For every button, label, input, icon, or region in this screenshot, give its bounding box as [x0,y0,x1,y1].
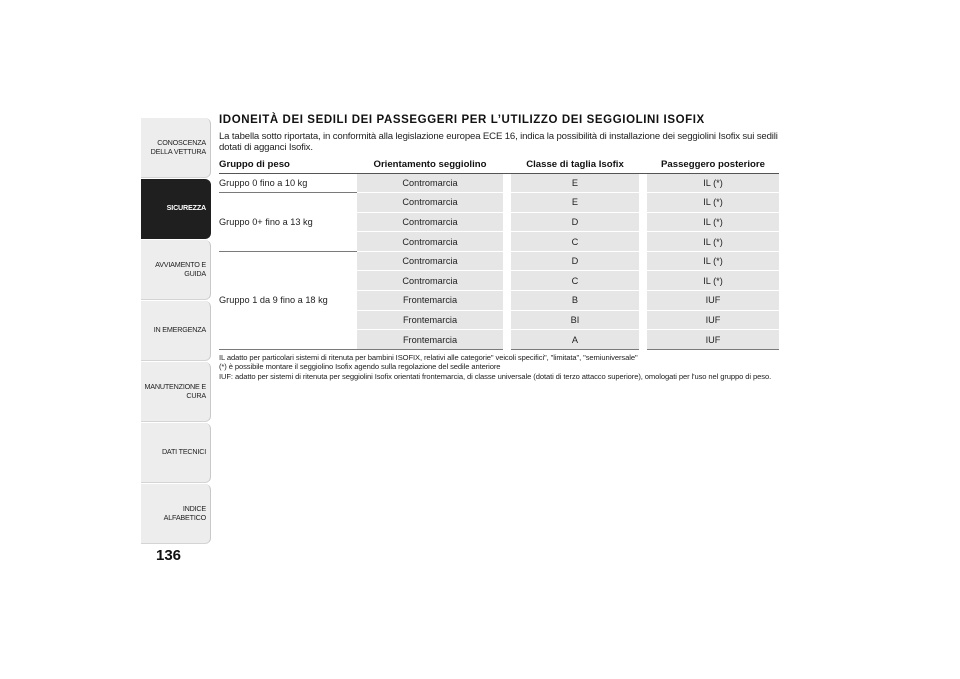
cell-orientamento: Contromarcia [357,251,503,271]
header-gap [503,156,511,173]
cell-passeggero: IL (*) [647,173,779,193]
cell-classe: D [511,212,639,232]
cell-gap [503,330,511,350]
chapter-sidebar [141,118,211,545]
cell-gap [639,330,647,350]
tab-in-emergenza[interactable] [141,301,211,361]
tab-label: CONOSCENZA DELLA VETTURA [150,138,206,156]
intro-paragraph: La tabella sotto riportata, in conformità alla legislazione europea ECE 16, indica la possibilità di installazione dei seggiolini Isofix sui sedili dotati di agganci Isofix. [219,131,778,153]
isofix-table [219,156,779,350]
cell-passeggero: IL (*) [647,212,779,232]
cell-gap [503,310,511,330]
header-gruppo-di-peso: Gruppo di peso [219,156,357,173]
cell-passeggero: IUF [647,330,779,350]
cell-classe: C [511,271,639,291]
cell-classe: C [511,232,639,252]
tab-conoscenza-della-vettura[interactable] [141,118,211,178]
tab-label: MANUTENZIONE E CURA [144,382,206,400]
cell-gap [503,251,511,271]
table-row [219,251,779,271]
cell-classe: BI [511,310,639,330]
cell-orientamento: Frontemarcia [357,330,503,350]
header-orientamento: Orientamento seggiolino [357,156,503,173]
cell-orientamento: Contromarcia [357,232,503,252]
cell-classe: E [511,193,639,213]
table-row [219,193,779,213]
tab-manutenzione-e-cura[interactable] [141,362,211,422]
cell-gap [639,291,647,311]
page-number: 136 [156,547,182,564]
cell-gap [503,193,511,213]
header-passeggero-posteriore: Passeggero posteriore [647,156,779,173]
cell-passeggero: IL (*) [647,193,779,213]
tab-label: AVVIAMENTO E GUIDA [155,260,206,278]
cell-passeggero: IL (*) [647,271,779,291]
cell-classe: A [511,330,639,350]
table-notes [219,353,779,382]
cell-gap [503,212,511,232]
note-il: IL adatto per particolari sistemi di ritenuta per bambini ISOFIX, relativi alle categorie" veicoli specifici", "limitata", "semiuniversale" [219,352,638,362]
cell-gap [639,173,647,193]
cell-passeggero: IUF [647,291,779,311]
group-name: Gruppo 1 da 9 fino a 18 kg [219,251,357,349]
page-content [219,114,779,382]
tab-label: SICUREZZA [166,203,206,213]
tab-dati-tecnici[interactable] [141,423,211,483]
group-name: Gruppo 0+ fino a 13 kg [219,193,357,252]
cell-gap [639,232,647,252]
cell-gap [503,173,511,193]
header-gap [639,156,647,173]
table-row [219,173,779,193]
cell-passeggero: IL (*) [647,251,779,271]
cell-orientamento: Frontemarcia [357,291,503,311]
cell-gap [639,271,647,291]
cell-orientamento: Contromarcia [357,173,503,193]
cell-gap [639,251,647,271]
cell-gap [503,271,511,291]
cell-gap [639,193,647,213]
cell-passeggero: IUF [647,310,779,330]
cell-orientamento: Contromarcia [357,193,503,213]
table-header-row [219,156,779,173]
header-classe-taglia: Classe di taglia Isofix [511,156,639,173]
tab-avviamento-e-guida[interactable] [141,240,211,300]
group-name: Gruppo 0 fino a 10 kg [219,173,357,193]
cell-passeggero: IL (*) [647,232,779,252]
cell-classe: D [511,251,639,271]
cell-orientamento: Contromarcia [357,271,503,291]
cell-orientamento: Frontemarcia [357,310,503,330]
tab-label: IN EMERGENZA [153,325,206,335]
tab-label: DATI TECNICI [161,447,206,457]
cell-classe: B [511,291,639,311]
tab-sicurezza[interactable] [141,179,211,239]
section-title: IDONEITÀ DEI SEDILI DEI PASSEGGERI PER L’UTILIZZO DEI SEGGIOLINI ISOFIX [219,114,705,126]
tab-indice-alfabetico[interactable] [141,484,211,544]
tab-label: INDICE ALFABETICO [163,504,206,522]
cell-gap [639,310,647,330]
note-asterisk: (*) è possibile montare il seggiolino Isofix agendo sulla regolazione del sedile anteriore [219,362,501,372]
cell-classe: E [511,173,639,193]
cell-orientamento: Contromarcia [357,212,503,232]
cell-gap [503,291,511,311]
cell-gap [503,232,511,252]
note-iuf: IUF: adatto per sistemi di ritenuta per seggiolini Isofix orientati frontemarcia, di classe universale (dotati di terzo attacco superiore), omologati per l'uso nel gruppo di peso. [219,372,772,382]
cell-gap [639,212,647,232]
